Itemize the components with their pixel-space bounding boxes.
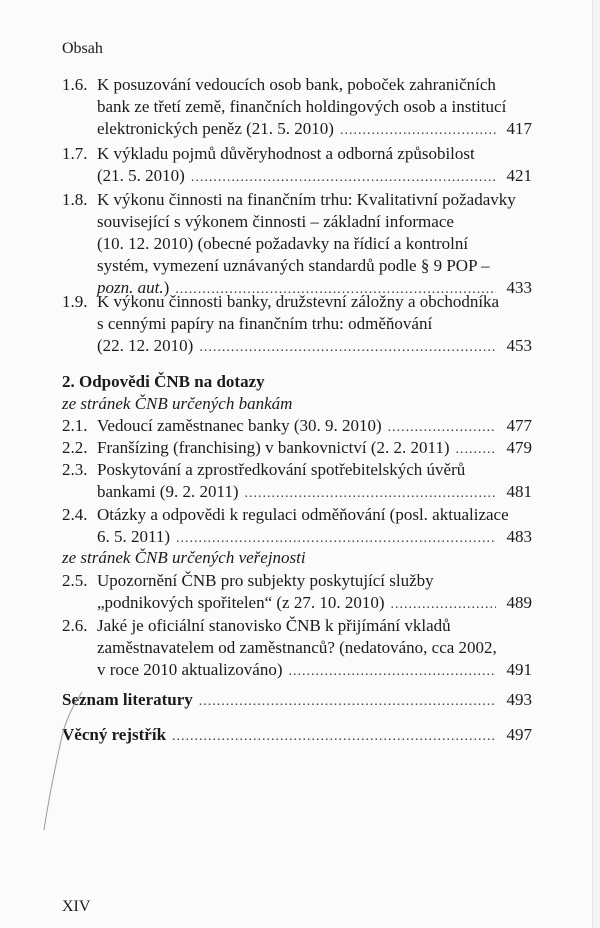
- page-number: 497: [506, 725, 532, 744]
- entry-text-line: 6. 5. 2011): [97, 527, 171, 546]
- toc-entry-1-9[interactable]: [62, 291, 532, 359]
- toc-entry-2-5[interactable]: [62, 570, 532, 616]
- dot-leader: [391, 594, 496, 616]
- toc-entry-1-7[interactable]: [62, 143, 532, 189]
- toc-entry-index[interactable]: [62, 725, 532, 745]
- entry-number: 2.3.: [62, 460, 88, 479]
- page-number: 433: [506, 278, 532, 297]
- entry-text-line: (10. 12. 2010) (obecné požadavky na řídicí a kontrolní: [97, 234, 469, 253]
- entry-text-line: K výkonu činnosti banky, družstevní záložny a obchodníka: [97, 292, 500, 311]
- entry-text-line: bank ze třetí země, finančních holdingových osob a institucí: [97, 97, 507, 116]
- entry-number: 1.6.: [62, 75, 88, 94]
- toc-entry-2-6[interactable]: [62, 615, 532, 683]
- dot-leader: [456, 439, 496, 461]
- entry-text-line: bankami (9. 2. 2011): [97, 482, 239, 501]
- author-note: pozn. aut.: [97, 278, 164, 297]
- entry-text-line: „podnikových spořitelen“ (z 27. 10. 2010): [97, 593, 385, 612]
- page-number: 481: [506, 482, 532, 501]
- running-header: Obsah: [62, 40, 103, 57]
- entry-number: 1.7.: [62, 144, 88, 163]
- page-number: 479: [506, 438, 532, 457]
- entry-title: Seznam literatury: [62, 690, 193, 709]
- entry-number: 2.2.: [62, 438, 88, 457]
- entry-text-line: s cennými papíry na finančním trhu: odměňování: [97, 314, 433, 333]
- page-number: 477: [506, 416, 532, 435]
- page-number: 491: [506, 660, 532, 679]
- page-number: 417: [506, 119, 532, 138]
- dot-leader: [172, 729, 496, 745]
- toc-entry-1-8[interactable]: [62, 189, 532, 301]
- toc-entry-1-6[interactable]: [62, 74, 532, 142]
- dot-leader: [340, 120, 496, 142]
- dot-leader: [199, 337, 496, 359]
- toc-entry-2-2[interactable]: [62, 437, 532, 461]
- entry-text-line: v roce 2010 aktualizováno): [97, 660, 283, 679]
- entry-text-line: elektronických peněz (21. 5. 2010): [97, 119, 334, 138]
- subheading-banks: ze stránek ČNB určených bankám: [62, 394, 293, 413]
- entry-text-line: Vedoucí zaměstnanec banky (30. 9. 2010): [97, 416, 382, 435]
- toc-entry-2-1[interactable]: [62, 415, 532, 439]
- entry-text-line: Upozornění ČNB pro subjekty poskytující služby: [97, 571, 434, 590]
- entry-title: Věcný rejstřík: [62, 725, 167, 744]
- entry-text-line: Otázky a odpovědi k regulaci odměňování (posl. aktualizace: [97, 505, 509, 524]
- page-number: 453: [506, 336, 532, 355]
- entry-number: 2.6.: [62, 616, 88, 635]
- entry-number: 2.4.: [62, 505, 88, 524]
- dot-leader: [191, 167, 496, 189]
- entry-text-line: Franšízing (franchising) v bankovnictví (2. 2. 2011): [97, 438, 450, 457]
- toc-entry-2-4[interactable]: [62, 504, 532, 550]
- entry-text-line: Jaké je oficiální stanovisko ČNB k přijímání vkladů: [97, 616, 451, 635]
- closing-paren: ): [163, 278, 170, 297]
- dot-leader: [199, 694, 496, 710]
- page-number: 483: [506, 527, 532, 546]
- dot-leader: [244, 483, 496, 505]
- entry-text-line: zaměstnavatelem od zaměstnanců? (nedatováno, cca 2002,: [97, 638, 497, 657]
- entry-number: 2.1.: [62, 416, 88, 435]
- entry-number: 1.9.: [62, 292, 88, 311]
- entry-text-line: (22. 12. 2010): [97, 336, 194, 355]
- page-number: 421: [506, 166, 532, 185]
- entry-text-line: K posuzování vedoucích osob bank, poboček zahraničních: [97, 75, 496, 94]
- dot-leader: [176, 528, 496, 550]
- page-number: 489: [506, 593, 532, 612]
- subheading-public: ze stránek ČNB určených veřejnosti: [62, 548, 306, 567]
- entry-text-line: Poskytování a zprostředkování spotřebitelských úvěrů: [97, 460, 466, 479]
- page-number: 493: [506, 690, 532, 709]
- section-heading[interactable]: 2. Odpovědi ČNB na dotazy: [62, 372, 265, 391]
- entry-text-line: související s výkonem činnosti – základní informace: [97, 212, 454, 231]
- entry-text-line: K výkonu činnosti na finančním trhu: Kvalitativní požadavky: [97, 190, 516, 209]
- toc-entry-2-3[interactable]: [62, 459, 532, 505]
- entry-number: 2.5.: [62, 571, 88, 590]
- pencil-mark: [40, 690, 90, 840]
- entry-text-line: systém, vymezení uznávaných standardů podle § 9 POP –: [97, 256, 490, 275]
- dot-leader: [388, 417, 496, 439]
- entry-text-line: (21. 5. 2010): [97, 166, 185, 185]
- toc-entry-bibliography[interactable]: [62, 690, 532, 710]
- entry-number: 1.8.: [62, 190, 88, 209]
- page-number-footer: XIV: [62, 898, 91, 915]
- dot-leader: [289, 661, 496, 683]
- entry-text-line: K výkladu pojmů důvěryhodnost a odborná způsobilost: [97, 144, 475, 163]
